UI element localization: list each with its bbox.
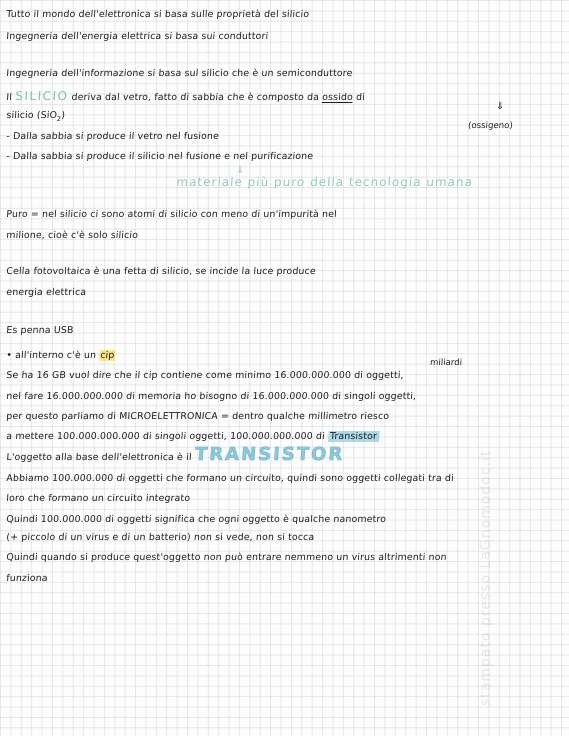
ossigeno-note: (ossigeno) (467, 121, 514, 131)
inside-middle: c'è un (66, 350, 97, 361)
chip-highlight: cip (99, 350, 115, 361)
text-line-14: loro che formano un circuito integrato (5, 493, 191, 504)
text-line-7: milione, cioè c'è solo silicio (5, 230, 139, 241)
purity-note: materiale più puro della tecnologia umana (175, 175, 474, 189)
text-line-10: Se ha 16 GB vuol dire che il cip contiene come minimo 16.000.000.000 di oggetti, (5, 370, 405, 381)
silicon-prefix: Il (5, 92, 13, 103)
text-line-12: per questo parliamo di MICROELETTRONICA = dentro qualche millimetro riesco (5, 411, 390, 422)
transistor-title: TRANSISTOR (194, 444, 345, 465)
text-line-5: - Dalla sabbia si produce il silicio nel fusione e nel purificazione (5, 151, 314, 162)
text-line-16: (+ piccolo di un virus e di un batterio) non si vede, non si tocca (5, 532, 315, 543)
sio2-text: silicio (SiO (6, 110, 58, 121)
transistor-highlight: Transistor (329, 431, 378, 442)
text-line-13: Abbiamo 100.000.000 di oggetti che formano un circuito, quindi sono oggetti collegati tra di (5, 473, 455, 484)
example-heading: Es penna USB (5, 325, 74, 336)
text-line-17: Quindi quando si produce quest'oggetto non può entrare nemmeno un virus altrimenti non (5, 552, 448, 563)
oggetto-line (6, 446, 345, 464)
text-line-15: Quindi 100.000.000 di oggetti significa che ogni oggetto è qualche nanometro (5, 514, 387, 525)
purity-arrow: ⇓ (236, 165, 245, 176)
text-line-18: funziona (5, 573, 49, 584)
text-line-11: nel fare 16.000.000.000 di memoria ho bisogno di 16.000.000.000 di singoli oggetti, (5, 391, 417, 402)
sio2-line (6, 111, 65, 122)
silicon-suffix: di (355, 92, 366, 103)
silicio-highlight: SILICIO (14, 89, 69, 103)
mettere-line (6, 432, 379, 441)
text-line-4: - Dalla sabbia si produce il vetro nel fusione (5, 131, 220, 142)
ossido-word: ossido (321, 92, 354, 103)
text-line-8: Cella fotovoltaica è una fetta di silicio, se incide la luce produce (5, 266, 317, 277)
inside-prefix: • all'interno (5, 350, 65, 361)
mettere-prefix: a mettere 100.000.000.000 di singoli oggetti, 100.000.000.000 di (5, 431, 326, 442)
text-line-6: Puro = nel silicio ci sono atomi di silicio con meno di un'impurità nel (5, 209, 338, 220)
text-line-3: Ingegneria dell'informazione si basa sul silicio che è un semiconduttore (5, 68, 353, 79)
silicon-line (6, 90, 365, 102)
text-line-2: Ingegneria dell'energia elettrica si basa sui conduttori (5, 31, 269, 42)
text-line-1: Tutto il mondo dell'elettronica si basa sulle proprietà del silicio (5, 9, 310, 20)
miliardi-note: miliardi (429, 358, 463, 368)
oggetto-prefix: L'oggetto alla base dell'elettronica è il (6, 452, 193, 463)
print-watermark: stampato presso LaGnomodoc.it (478, 449, 494, 706)
sio2-close: ) (60, 110, 66, 121)
text-line-9: energia elettrica (5, 287, 87, 298)
silicon-middle: deriva dal vetro, fatto di sabbia che è composto da (71, 92, 320, 103)
inside-line (6, 351, 116, 360)
ossido-arrow: ⇓ (496, 101, 505, 112)
sio2-subscript: 2 (56, 114, 62, 123)
